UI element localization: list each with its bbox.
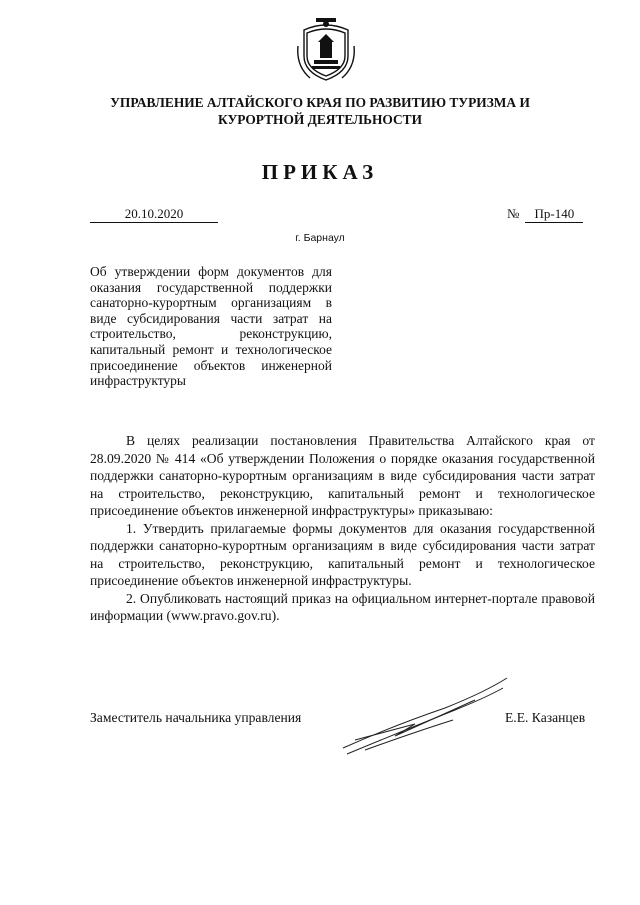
number-sign: № [507,206,520,221]
signer-position: Заместитель начальника управления [90,710,302,725]
item-1-paragraph: 1. Утвердить прилагаемые формы документов для оказания государственной поддержки санаторно-курортным организациям в виде субсидирования части затрат на строительство, реконструкцию, капитальный ремонт и технологическое присоединение объектов инженерной инфраструктуры. [90,520,595,588]
organization-name: УПРАВЛЕНИЕ АЛТАЙСКОГО КРАЯ ПО РАЗВИТИЮ ТУРИЗМА И КУРОРТНОЙ ДЕЯТЕЛЬНОСТИ [110,95,530,127]
preamble-paragraph: В целях реализации постановления Правительства Алтайского края от 28.09.2020 № 414 «Об утверждении Положения о порядке оказания государственной поддержки санаторно-курортным организациям в виде субсидирования части затрат на строительство, реконструкцию, капитальный ремонт и технологическое присоединение объектов инженерной инфраструктуры» приказываю: [90,433,595,518]
document-title: ПРИКАЗ [261,160,379,184]
coat-of-arms-icon [296,16,356,86]
order-subject: Об утверждении форм документов для оказания государственной поддержки санаторно-курортным организациям в виде субсидирования части затрат на строительство, реконструкцию, капитальный ремонт и технологическое присоединение объектов инженерной инфраструктуры [90,264,332,389]
handwritten-signature [335,670,515,760]
item-2-paragraph: 2. Опубликовать настоящий приказ на официальном интернет-портале правовой информации (www.pravo.gov.ru). [90,590,595,623]
order-number-block [507,206,583,223]
order-body [90,432,595,625]
order-date: 20.10.2020 [90,206,218,223]
signer-name: Е.Е. Казанцев [505,710,586,725]
order-number: Пр-140 [525,206,583,223]
city: г. Барнаул [295,232,345,244]
